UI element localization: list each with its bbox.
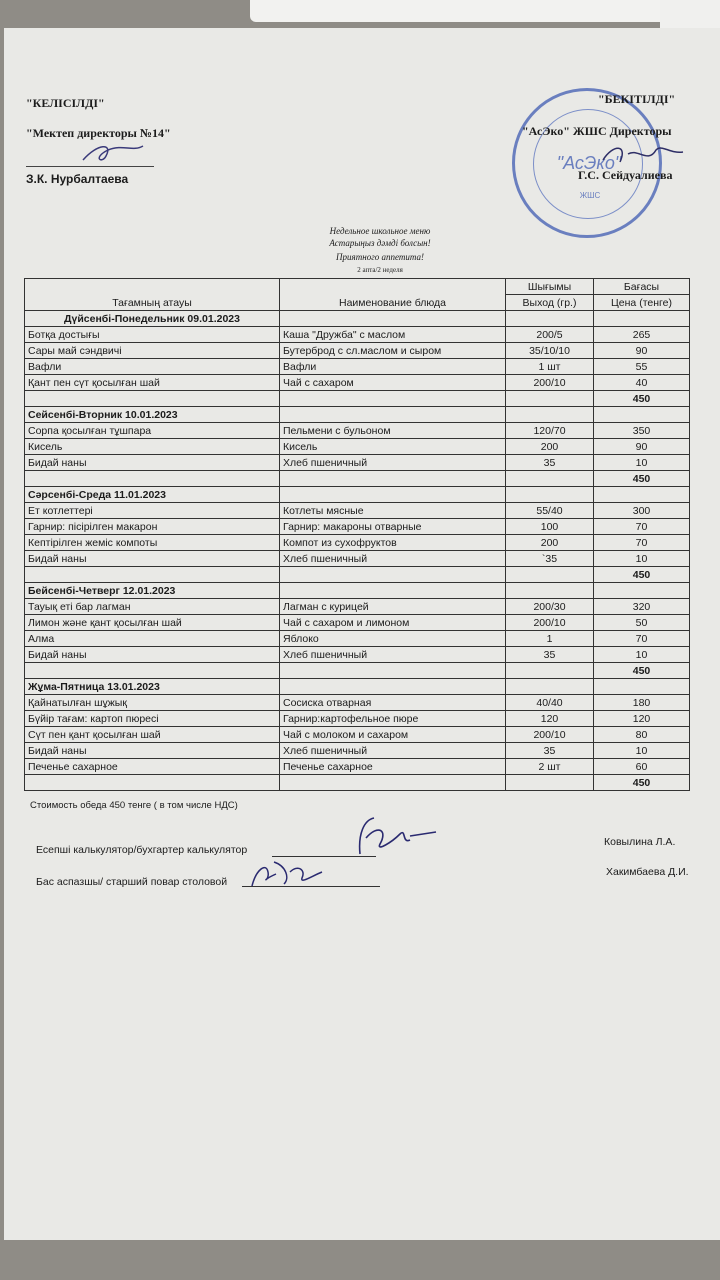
dish-output: 120 bbox=[506, 711, 594, 727]
right-approve: "БЕКІТІЛДІ" bbox=[598, 92, 676, 106]
dish-price: 265 bbox=[594, 327, 690, 343]
empty-cell bbox=[506, 311, 594, 327]
table-row bbox=[25, 519, 690, 535]
empty-cell bbox=[280, 679, 506, 695]
empty-cell bbox=[25, 775, 280, 791]
dish-name-kz: Тауық еті бар лагман bbox=[25, 599, 280, 615]
day-row bbox=[25, 407, 690, 423]
dish-output: 120/70 bbox=[506, 423, 594, 439]
dish-name-kz: Бидай наны bbox=[25, 647, 280, 663]
dish-price: 10 bbox=[594, 743, 690, 759]
dish-output: `35 bbox=[506, 551, 594, 567]
table-row bbox=[25, 759, 690, 775]
empty-cell bbox=[506, 471, 594, 487]
table-row bbox=[25, 743, 690, 759]
dish-name-ru: Каша "Дружба" с маслом bbox=[280, 327, 506, 343]
empty-cell bbox=[594, 311, 690, 327]
menu-table bbox=[24, 278, 690, 791]
dish-price: 10 bbox=[594, 455, 690, 471]
dish-name-ru: Вафли bbox=[280, 359, 506, 375]
dish-price: 10 bbox=[594, 647, 690, 663]
dish-output: 35 bbox=[506, 647, 594, 663]
dish-name-kz: Ботқа достығы bbox=[25, 327, 280, 343]
dish-name-ru: Гарнир:картофельное пюре bbox=[280, 711, 506, 727]
left-name: З.К. Нурбалтаева bbox=[26, 172, 129, 186]
table-row bbox=[25, 727, 690, 743]
total-row bbox=[25, 567, 690, 583]
empty-cell bbox=[280, 471, 506, 487]
dish-name-kz: Кисель bbox=[25, 439, 280, 455]
day-total: 450 bbox=[594, 663, 690, 679]
table-row bbox=[25, 695, 690, 711]
signature-line bbox=[26, 166, 154, 167]
col-header-name-ru: Наименование блюда bbox=[280, 279, 506, 311]
dish-price: 80 bbox=[594, 727, 690, 743]
empty-cell bbox=[506, 407, 594, 423]
company-seal: "АсЭко" ЖШС bbox=[512, 88, 662, 238]
dish-name-kz: Вафли bbox=[25, 359, 280, 375]
col-header-name-kz: Тағамның атауы bbox=[25, 279, 280, 311]
col-header-output-ru: Выход (гр.) bbox=[506, 295, 594, 311]
dish-price: 120 bbox=[594, 711, 690, 727]
total-row bbox=[25, 471, 690, 487]
day-row bbox=[25, 679, 690, 695]
right-signature bbox=[598, 140, 688, 170]
table-row bbox=[25, 551, 690, 567]
empty-cell bbox=[506, 487, 594, 503]
dish-name-ru: Лагман с курицей bbox=[280, 599, 506, 615]
cook-name: Хакимбаева Д.И. bbox=[606, 866, 689, 878]
table-row bbox=[25, 375, 690, 391]
dish-name-ru: Яблоко bbox=[280, 631, 506, 647]
dish-name-ru: Пельмени с бульоном bbox=[280, 423, 506, 439]
empty-cell bbox=[506, 679, 594, 695]
dish-price: 350 bbox=[594, 423, 690, 439]
day-title: Дүйсенбі-Понедельник 09.01.2023 bbox=[25, 311, 280, 327]
accountant-signature bbox=[340, 814, 440, 860]
dish-price: 180 bbox=[594, 695, 690, 711]
day-total: 450 bbox=[594, 567, 690, 583]
col-header-price-ru: Цена (тенге) bbox=[594, 295, 690, 311]
col-header-price-kz: Бағасы bbox=[594, 279, 690, 295]
dish-output: 200 bbox=[506, 535, 594, 551]
dish-name-kz: Алма bbox=[25, 631, 280, 647]
table-row bbox=[25, 327, 690, 343]
empty-cell bbox=[594, 583, 690, 599]
empty-cell bbox=[280, 311, 506, 327]
dish-name-kz: Қайнатылған шұжық bbox=[25, 695, 280, 711]
dish-name-ru: Чай с сахаром bbox=[280, 375, 506, 391]
dish-name-kz: Кептірілген жеміс компоты bbox=[25, 535, 280, 551]
dish-price: 40 bbox=[594, 375, 690, 391]
dish-name-kz: Бидай наны bbox=[25, 551, 280, 567]
dish-output: 35 bbox=[506, 743, 594, 759]
dish-name-kz: Сары май сэндвичі bbox=[25, 343, 280, 359]
dish-name-ru: Печенье сахарное bbox=[280, 759, 506, 775]
background-object bbox=[250, 0, 670, 22]
dish-price: 55 bbox=[594, 359, 690, 375]
day-title: Бейсенбі-Четверг 12.01.2023 bbox=[25, 583, 280, 599]
day-title: Сейсенбі-Вторник 10.01.2023 bbox=[25, 407, 280, 423]
empty-cell bbox=[594, 679, 690, 695]
dish-name-kz: Сүт пен қант қосылған шай bbox=[25, 727, 280, 743]
dish-output: 55/40 bbox=[506, 503, 594, 519]
table-row bbox=[25, 439, 690, 455]
menu-title-line4: 2 апта/2 неделя bbox=[357, 266, 403, 274]
dish-price: 70 bbox=[594, 631, 690, 647]
dish-name-ru: Хлеб пшеничный bbox=[280, 647, 506, 663]
cost-note: Стоимость обеда 450 тенге ( в том числе НДС) bbox=[30, 800, 238, 811]
dish-output: 35/10/10 bbox=[506, 343, 594, 359]
empty-cell bbox=[25, 471, 280, 487]
table-row bbox=[25, 647, 690, 663]
dish-output: 35 bbox=[506, 455, 594, 471]
dish-output: 200 bbox=[506, 439, 594, 455]
day-title: Жұма-Пятница 13.01.2023 bbox=[25, 679, 280, 695]
right-title: "АсЭко" ЖШС Директоры bbox=[522, 124, 672, 138]
empty-cell bbox=[25, 663, 280, 679]
empty-cell bbox=[280, 663, 506, 679]
col-header-output-kz: Шығымы bbox=[506, 279, 594, 295]
dish-price: 90 bbox=[594, 343, 690, 359]
day-row bbox=[25, 487, 690, 503]
dish-output: 200/10 bbox=[506, 727, 594, 743]
day-total: 450 bbox=[594, 391, 690, 407]
cook-signature bbox=[246, 852, 326, 892]
empty-cell bbox=[506, 775, 594, 791]
table-row bbox=[25, 599, 690, 615]
dish-name-ru: Хлеб пшеничный bbox=[280, 743, 506, 759]
day-title: Сәрсенбі-Среда 11.01.2023 bbox=[25, 487, 280, 503]
table-row bbox=[25, 615, 690, 631]
empty-cell bbox=[280, 567, 506, 583]
dish-name-ru: Чай с сахаром и лимоном bbox=[280, 615, 506, 631]
dish-name-ru: Чай с молоком и сахаром bbox=[280, 727, 506, 743]
dish-output: 200/30 bbox=[506, 599, 594, 615]
dish-price: 320 bbox=[594, 599, 690, 615]
left-title: "Мектеп директоры №14" bbox=[26, 126, 171, 140]
table-row bbox=[25, 359, 690, 375]
empty-cell bbox=[506, 567, 594, 583]
dish-price: 10 bbox=[594, 551, 690, 567]
dish-name-ru: Сосиска отварная bbox=[280, 695, 506, 711]
table-row bbox=[25, 503, 690, 519]
empty-cell bbox=[594, 487, 690, 503]
dish-name-kz: Бидай наны bbox=[25, 743, 280, 759]
total-row bbox=[25, 391, 690, 407]
day-total: 450 bbox=[594, 775, 690, 791]
dish-name-kz: Бүйір тағам: картоп пюресі bbox=[25, 711, 280, 727]
dish-name-ru: Компот из сухофруктов bbox=[280, 535, 506, 551]
empty-cell bbox=[280, 775, 506, 791]
dish-name-kz: Бидай наны bbox=[25, 455, 280, 471]
dish-name-kz: Гарнир: пісірілген макарон bbox=[25, 519, 280, 535]
dish-output: 2 шт bbox=[506, 759, 594, 775]
menu-title-line1: Недельное школьное меню bbox=[329, 226, 431, 236]
menu-title-line2: Астарыңыз дәмді болсын! bbox=[329, 238, 431, 248]
left-signature bbox=[78, 138, 148, 168]
day-row bbox=[25, 583, 690, 599]
day-row bbox=[25, 311, 690, 327]
empty-cell bbox=[25, 391, 280, 407]
total-row bbox=[25, 775, 690, 791]
dish-output: 200/10 bbox=[506, 615, 594, 631]
dish-name-ru: Котлеты мясные bbox=[280, 503, 506, 519]
table-row bbox=[25, 535, 690, 551]
table-row bbox=[25, 423, 690, 439]
total-row bbox=[25, 663, 690, 679]
dish-output: 200/5 bbox=[506, 327, 594, 343]
cook-label: Бас аспазшы/ старший повар столовой bbox=[36, 876, 228, 888]
dish-price: 70 bbox=[594, 535, 690, 551]
dish-name-kz: Лимон және қант қосылған шай bbox=[25, 615, 280, 631]
dish-price: 50 bbox=[594, 615, 690, 631]
empty-cell bbox=[25, 567, 280, 583]
seal-text: "АсЭко" bbox=[556, 153, 622, 173]
dish-name-ru: Хлеб пшеничный bbox=[280, 551, 506, 567]
table-row bbox=[25, 343, 690, 359]
dish-output: 40/40 bbox=[506, 695, 594, 711]
dish-price: 300 bbox=[594, 503, 690, 519]
left-approve: "КЕЛІСІЛДІ" bbox=[26, 96, 105, 110]
empty-cell bbox=[280, 407, 506, 423]
empty-cell bbox=[280, 583, 506, 599]
empty-cell bbox=[506, 583, 594, 599]
dish-output: 100 bbox=[506, 519, 594, 535]
empty-cell bbox=[280, 487, 506, 503]
dish-output: 1 шт bbox=[506, 359, 594, 375]
empty-cell bbox=[506, 663, 594, 679]
dish-output: 1 bbox=[506, 631, 594, 647]
dish-name-ru: Кисель bbox=[280, 439, 506, 455]
dish-name-kz: Қант пен сүт қосылған шай bbox=[25, 375, 280, 391]
dish-output: 200/10 bbox=[506, 375, 594, 391]
empty-cell bbox=[280, 391, 506, 407]
accountant-name: Ковылина Л.А. bbox=[604, 836, 676, 848]
dish-name-kz: Печенье сахарное bbox=[25, 759, 280, 775]
empty-cell bbox=[594, 407, 690, 423]
dish-price: 90 bbox=[594, 439, 690, 455]
dish-name-ru: Хлеб пшеничный bbox=[280, 455, 506, 471]
table-row bbox=[25, 631, 690, 647]
menu-title-line3: Приятного аппетита! bbox=[336, 252, 424, 262]
dish-name-ru: Бутерброд с сл.маслом и сыром bbox=[280, 343, 506, 359]
empty-cell bbox=[506, 391, 594, 407]
dish-price: 70 bbox=[594, 519, 690, 535]
table-row bbox=[25, 711, 690, 727]
dish-name-ru: Гарнир: макароны отварные bbox=[280, 519, 506, 535]
day-total: 450 bbox=[594, 471, 690, 487]
right-name: Г.С. Сейдуалиева bbox=[578, 168, 673, 182]
dish-name-kz: Ет котлеттері bbox=[25, 503, 280, 519]
accountant-label: Есепші калькулятор/бухгартер калькулятор bbox=[36, 844, 248, 856]
dish-name-kz: Сорпа қосылған тұшпара bbox=[25, 423, 280, 439]
table-row bbox=[25, 455, 690, 471]
dish-price: 60 bbox=[594, 759, 690, 775]
